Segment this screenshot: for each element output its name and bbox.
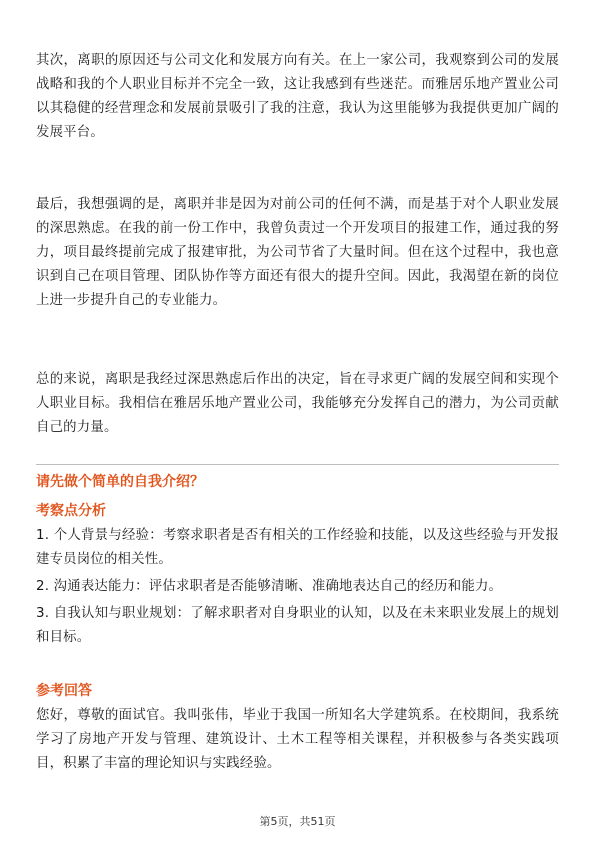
analysis-list — [36, 524, 559, 653]
section-divider — [36, 464, 559, 465]
body-paragraph-summary: 总的来说，离职是我经过深思熟虑后作出的决定，旨在寻求更广阔的发展空间和实现个人职业目标。我相信在雅居乐地产置业公司，我能够充分发挥自己的潜力，为公司贡献自己的力量。 — [36, 372, 559, 435]
body-paragraph-emphasis: 最后，我想强调的是，离职并非是因为对前公司的任何不满，而是基于对个人职业发展的深思熟虑。在我的前一份工作中，我曾负责过一个开发项目的报建工作，通过我的努力，项目最终提前完成了报建审批，为公司节省了大量时间。但在这个过程中，我也意识到自己在项目管理、团队协作等方面还有很大的提升空间。因此，我渴望在新的岗位上进一步提升自己的专业能力。 — [36, 197, 559, 308]
interview-question: 请先做个简单的自我介绍？ — [36, 474, 204, 490]
body-paragraph-reason-culture: 其次，离职的原因还与公司文化和发展方向有关。在上一家公司，我观察到公司的发展战略和我的个人职业目标并不完全一致，这让我感到有些迷茫。而雅居乐地产置业公司以其稳健的经营理念和发展前景吸引了我的注意，我认为这里能够为我提供更加广阔的发展平台。 — [36, 53, 559, 140]
page-number: 第5页，共51页 — [259, 815, 336, 828]
analysis-item: 1. 个人背景与经验：考察求职者是否有相关的工作经验和技能，以及这些经验与开发报建专员岗位的相关性。 — [36, 528, 559, 567]
analysis-item: 3. 自我认知与职业规划：了解求职者对自身职业的认知，以及在未来职业发展上的规划和目标。 — [36, 606, 559, 645]
reference-answer-heading: 参考回答 — [36, 683, 92, 699]
reference-answer-text: 您好，尊敬的面试官。我叫张伟，毕业于我国一所知名大学建筑系。在校期间，我系统学习了房地产开发与管理、建筑设计、土木工程等相关课程，并积极参与各类实践项目，积累了丰富的理论知识与实践经验。 — [36, 708, 559, 771]
analysis-heading: 考察点分析 — [36, 503, 106, 519]
analysis-item: 2. 沟通表达能力：评估求职者是否能够清晰、准确地表达自己的经历和能力。 — [36, 579, 503, 594]
